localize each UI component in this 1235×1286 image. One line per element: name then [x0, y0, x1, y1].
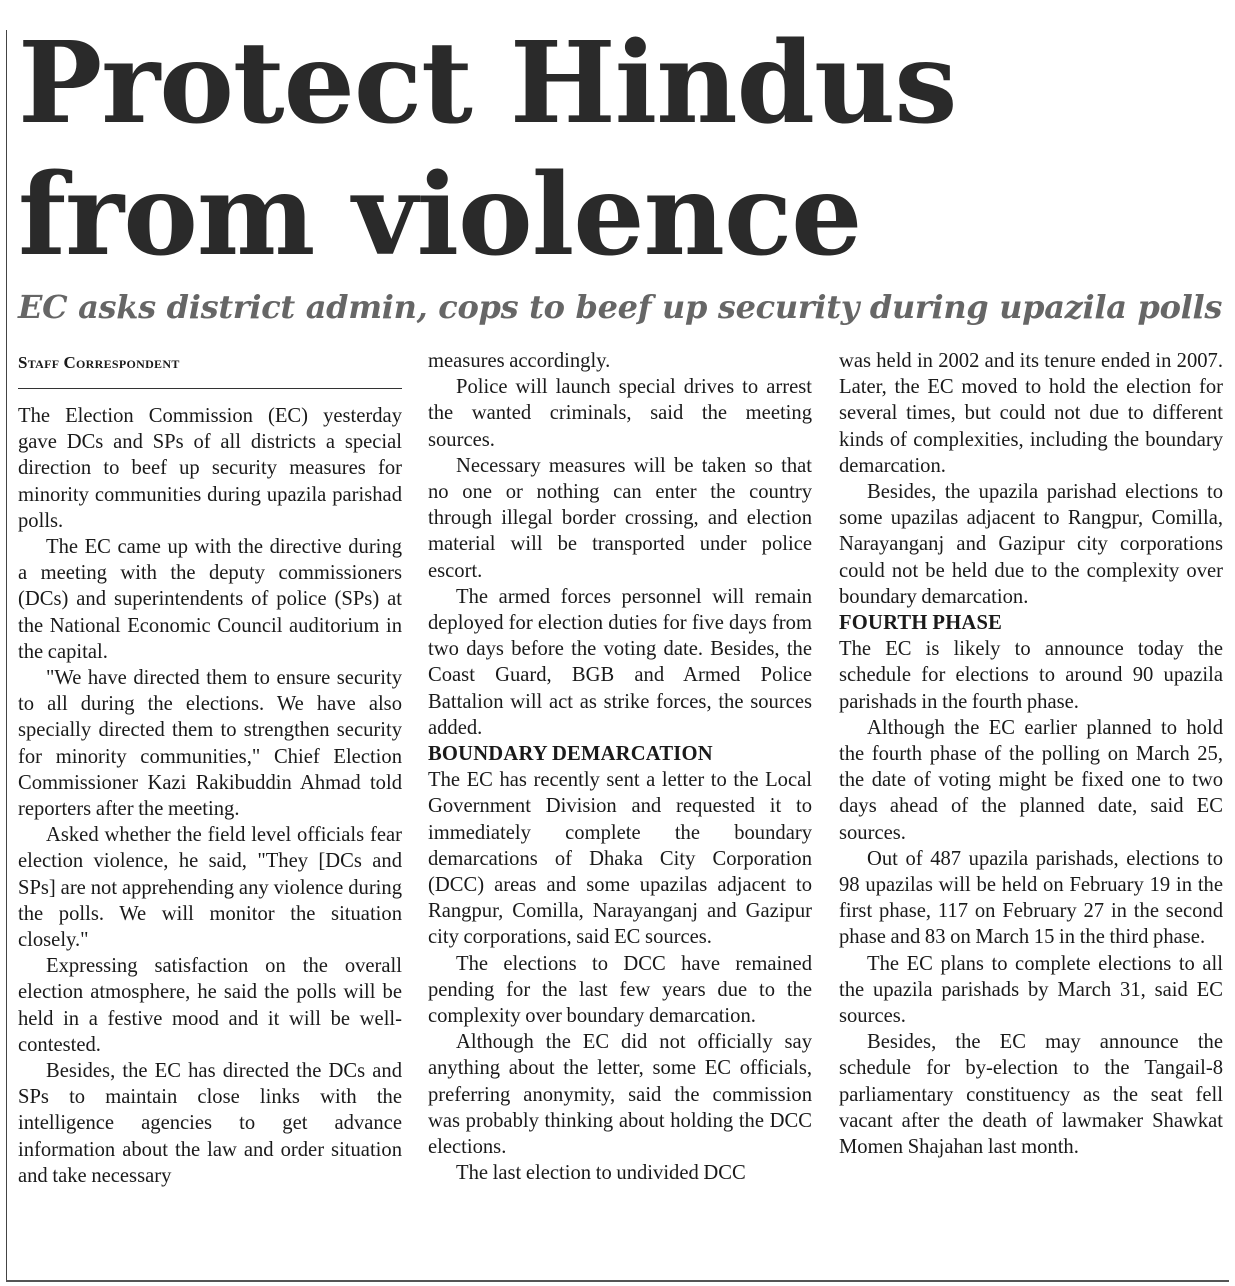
left-column-rule	[6, 30, 7, 1280]
article-column-1	[18, 348, 402, 1266]
paragraph: The EC is likely to announce today the schedule for elections to around 90 upazila parishads in the fourth phase.	[839, 638, 1223, 713]
headline: Protect Hindus from violence	[18, 18, 957, 281]
paragraph: Besides, the EC may announce the schedule for by-election to the Tangail-8 parliamentary constituency as the seat fell vacant after the death of lawmaker Shawkat Momen Shajahan last month.	[839, 1031, 1223, 1159]
paragraph: The EC has recently sent a letter to the Local Government Division and requested it to immediately complete the boundary demarcations of Dhaka City Corporation (DCC) areas and some upazilas adjacent to Rangpur, Comilla, Narayanganj and Gazipur city corporations, said EC sources.	[428, 769, 812, 949]
paragraph: The elections to DCC have remained pending for the last few years due to the complexity over boundary demarcation.	[428, 952, 812, 1028]
paragraph: Expressing satisfaction on the overall election atmosphere, he said the polls will be held in a festive mood and it will be well-contested.	[18, 955, 402, 1056]
section-subhead-boundary: BOUNDARY DEMARCATION	[428, 743, 713, 766]
section-subhead-fourth-phase: FOURTH PHASE	[839, 612, 1003, 635]
paragraph: The armed forces personnel will remain deployed for election duties for five days from two days before the voting date. Besides, the Coast Guard, BGB and Armed Police Battalion will act as strike forces, the sources added.	[428, 585, 812, 739]
paragraph: Besides, the upazila parishad elections to some upazilas adjacent to Rangpur, Comilla, Narayanganj and Gazipur city corporations could not be held due to the complexity over boundary demarcation.	[839, 481, 1223, 608]
paragraph: The EC came up with the directive during a meeting with the deputy commissioners (DCs) and superintendents of police (SPs) at the National Economic Council auditorium in the capital.	[18, 536, 402, 663]
paragraph: was held in 2002 and its tenure ended in 2007. Later, the EC moved to hold the election for several times, but could not due to different kinds of complexities, including the boundary demarcation.	[839, 350, 1223, 477]
paragraph: measures accordingly.	[428, 350, 611, 372]
paragraph: Asked whether the field level officials fear election violence, he said, "They [DCs and SPs] are not apprehending any violence during the polls. We will monitor the situation closely."	[18, 824, 402, 952]
paragraph: The last election to undivided DCC	[456, 1162, 746, 1185]
paragraph: Besides, the EC has directed the DCs and SPs to maintain close links with the intelligence agencies to get advance information about the law and order situation and take necessary	[18, 1060, 402, 1187]
paragraph: Although the EC earlier planned to hold the fourth phase of the polling on March 25, the date of voting might be fixed one to two days ahead of the planned date, said EC sources.	[839, 716, 1223, 844]
paragraph: Necessary measures will be taken so that no one or nothing can enter the country through illegal border crossing, and election material will be transported under police escort.	[428, 454, 812, 582]
article-column-2	[428, 348, 812, 1266]
paragraph: The Election Commission (EC) yesterday gave DCs and SPs of all districts a special direction to beef up security measures for minority communities during upazila parishad polls.	[18, 405, 402, 532]
paragraph: Although the EC did not officially say anything about the letter, some EC officials, preferring anonymity, said the commission was probably thinking about holding the DCC elections.	[428, 1031, 812, 1159]
byline: Staff Correspondent	[18, 348, 402, 389]
paragraph: Out of 487 upazila parishads, elections to 98 upazilas will be held on February 19 in the first phase, 117 on February 27 in the second phase and 83 on March 15 in the third phase.	[839, 847, 1223, 949]
article-column-3	[839, 348, 1223, 1266]
bottom-rule	[6, 1280, 1229, 1282]
subheadline: EC asks district admin, cops to beef up security during upazila polls	[18, 288, 1223, 326]
paragraph: "We have directed them to ensure security to all during the elections. We have also specially directed them to strengthen security for minority communities," Chief Election Commissioner Kazi Rakibuddin Ahmad told reporters after the meeting.	[18, 667, 402, 821]
paragraph: The EC plans to complete elections to all the upazila parishads by March 31, said EC sources.	[839, 952, 1223, 1028]
paragraph: Police will launch special drives to arrest the wanted criminals, said the meeting sources.	[428, 376, 812, 451]
